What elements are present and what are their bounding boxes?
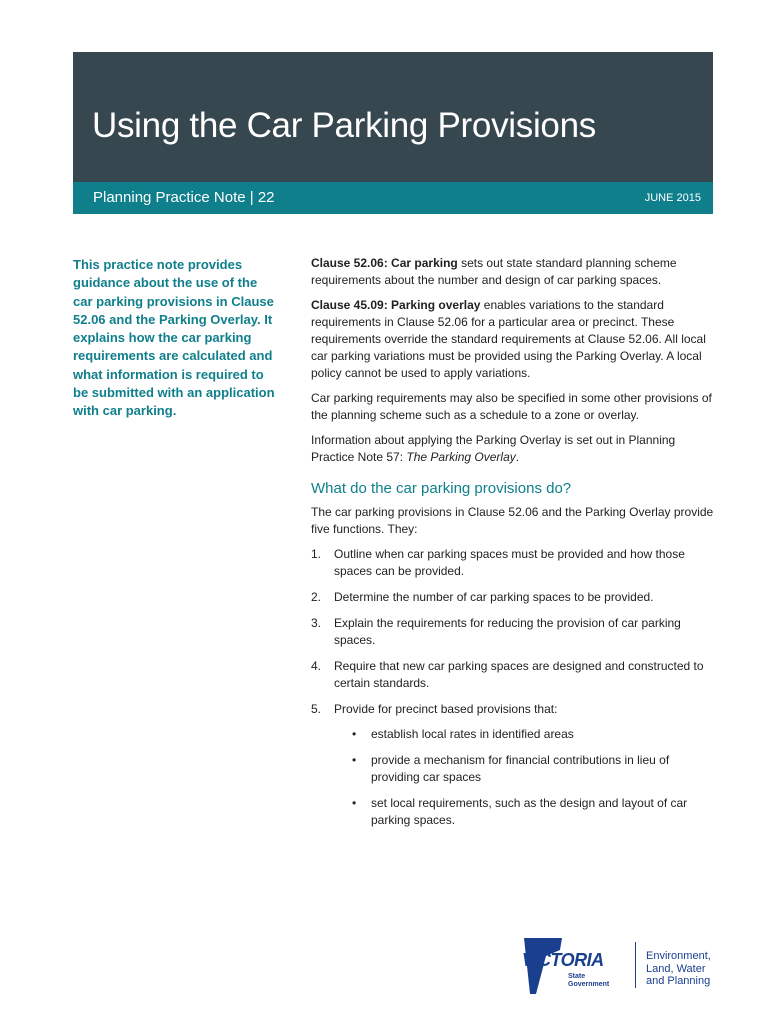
main-content (311, 255, 721, 838)
dept-line1: Environment, (646, 950, 711, 962)
bullet-item (334, 752, 721, 786)
intro-summary: This practice note provides guidance about the use of the car parking provisions in Clause 52.06 and the Parking Overlay. It explains how the car parking requirements are calculated and what information is required to be submitted with an application with car parking. (73, 257, 275, 419)
page-title: Using the Car Parking Provisions (92, 106, 596, 145)
bullet-icon: • (352, 753, 357, 767)
victoria-wordmark: VICTORIA (522, 950, 604, 970)
department-name (646, 950, 711, 988)
precinct-bullets (334, 726, 721, 829)
pn57-text: Information about applying the Parking Overlay is set out in Planning Practice Note 57: (311, 433, 676, 464)
paragraph-practice-note-57 (311, 432, 721, 466)
victoria-government-logo (522, 936, 722, 996)
bullet-text: establish local rates in identified areas (371, 727, 574, 741)
list-text: Outline when car parking spaces must be provided and how those spaces can be provided. (334, 547, 685, 578)
pn57-end: . (515, 450, 520, 464)
clause-5206-text: sets out state standard planning scheme requirements about the number and design of car parking spaces. (311, 256, 677, 287)
pn57-title: The Parking Overlay (406, 450, 516, 464)
paragraph-clause-5206 (311, 255, 721, 289)
functions-list (311, 546, 721, 829)
series-label: Planning Practice Note | 22 (93, 189, 275, 206)
logo-divider (635, 942, 636, 988)
paragraph-other-provisions: Car parking requirements may also be specified in some other provisions of the planning scheme such as a schedule to a zone or overlay. (311, 391, 712, 422)
list-item (311, 701, 721, 829)
list-number: 3. (311, 616, 322, 630)
bullet-text: set local requirements, such as the design and layout of car parking spaces. (371, 796, 688, 827)
state-label-line1: State (568, 973, 586, 980)
dept-line3: and Planning (646, 975, 711, 987)
list-item (311, 589, 721, 606)
publication-date: JUNE 2015 (644, 192, 701, 204)
header-subtitle-bar (73, 182, 713, 214)
list-item (311, 658, 721, 692)
bullet-icon: • (352, 727, 357, 741)
paragraph-clause-4509 (311, 297, 721, 382)
bullet-item (334, 726, 721, 743)
bullet-item (334, 795, 721, 829)
list-number: 2. (311, 590, 322, 604)
list-number: 4. (311, 659, 322, 673)
list-text: Provide for precinct based provisions that: (334, 702, 558, 716)
list-number: 1. (311, 547, 322, 561)
dept-line2: Land, Water (646, 962, 706, 975)
header-title-banner (73, 52, 713, 182)
section-heading: What do the car parking provisions do? (311, 480, 572, 497)
list-number: 5. (311, 702, 322, 716)
bullet-icon: • (352, 796, 357, 810)
clause-5206-bold: Clause 52.06: Car parking (311, 256, 458, 270)
clause-4509-text: enables variations to the standard requirements in Clause 52.06 for a particular area or precinct. These requirements override the standard requirements at Clause 52.06. All local car parking variations must be provided using the Parking Overlay. A local policy cannot be used to apply variations. (311, 298, 706, 380)
bullet-text: provide a mechanism for financial contributions in lieu of providing car spaces (371, 753, 670, 784)
list-text: Determine the number of car parking spaces to be provided. (334, 590, 654, 604)
list-item (311, 546, 721, 580)
clause-4509-bold: Clause 45.09: Parking overlay (311, 298, 481, 312)
paragraph-functions-intro: The car parking provisions in Clause 52.06 and the Parking Overlay provide five functions. They: (311, 505, 714, 536)
state-label-line2: Government (568, 981, 610, 988)
state-government-label (568, 973, 609, 989)
list-text: Require that new car parking spaces are designed and constructed to certain standards. (334, 659, 704, 690)
list-text: Explain the requirements for reducing the provision of car parking spaces. (334, 616, 681, 647)
list-item (311, 615, 721, 649)
